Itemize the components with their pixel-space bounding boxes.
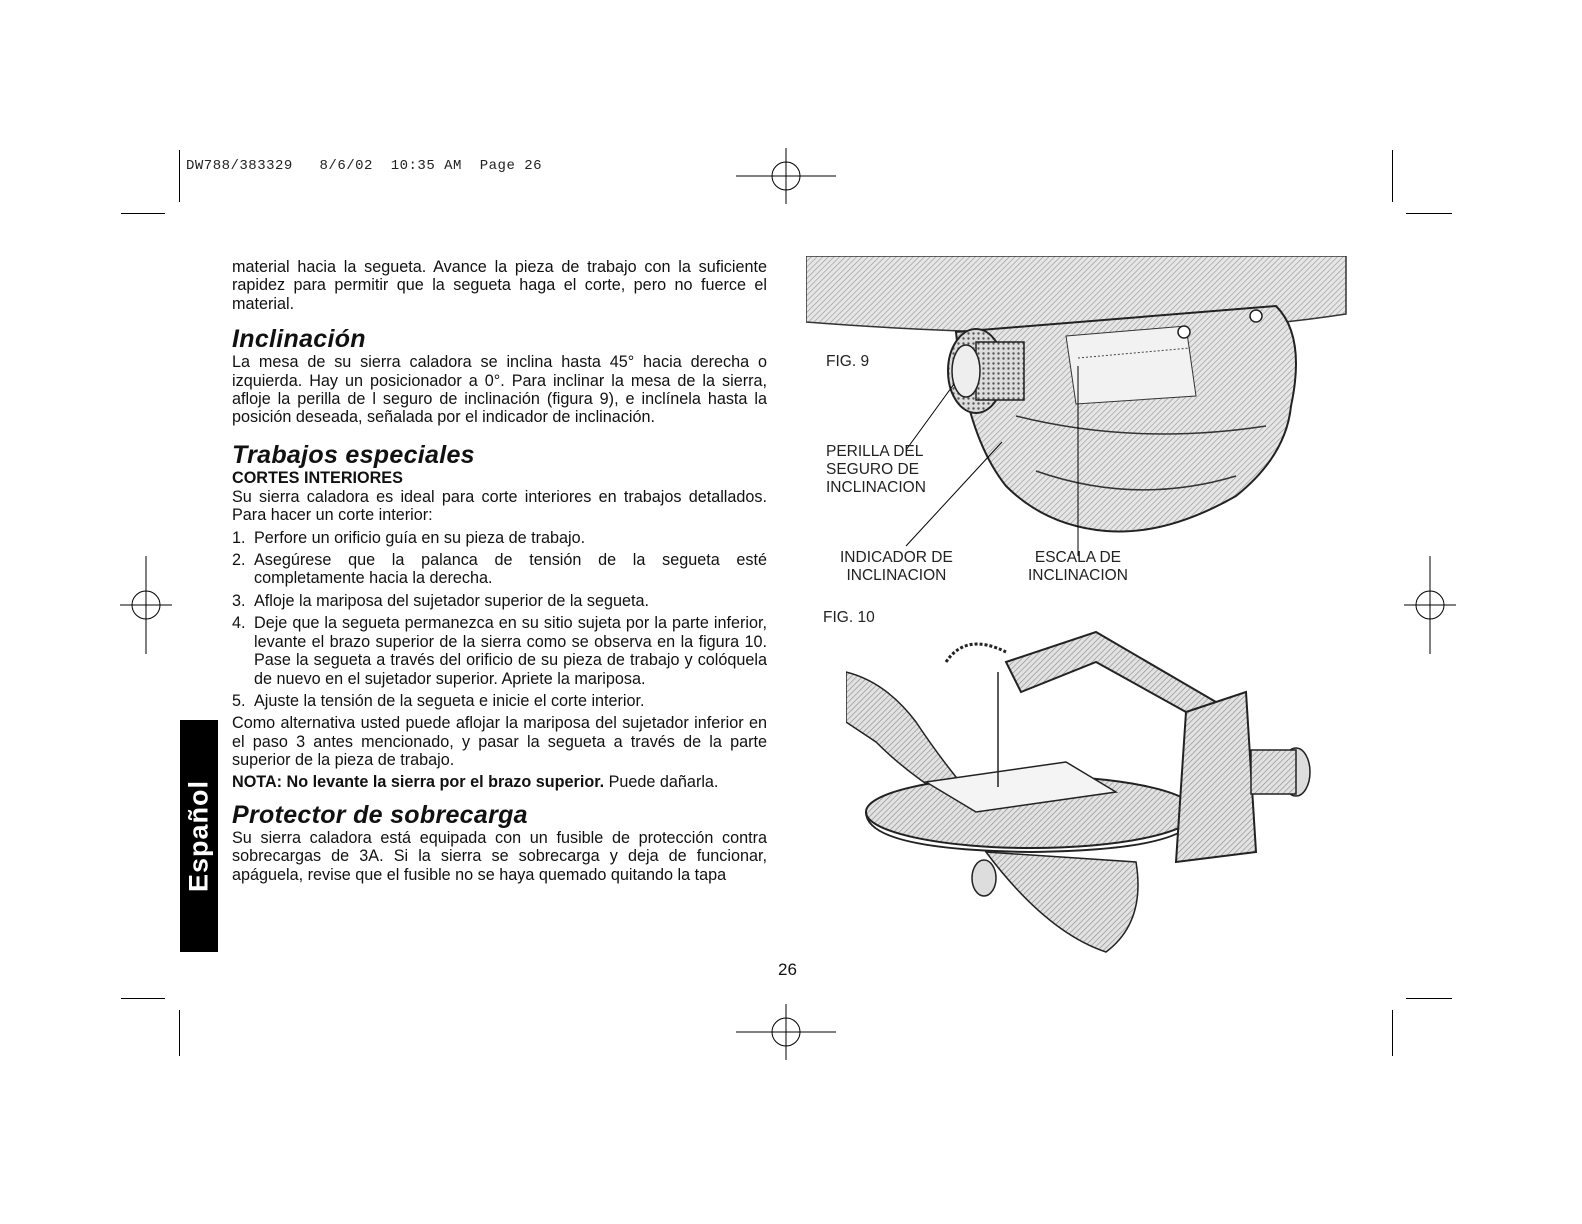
fig10-illustration [846, 602, 1316, 958]
step-number: 3. [232, 591, 246, 610]
step-number: 4. [232, 614, 246, 633]
language-tab-label: Español [183, 779, 214, 893]
crop-mark [179, 150, 180, 202]
crop-mark [179, 1010, 180, 1056]
registration-mark-top [736, 148, 836, 204]
fig10-label: FIG. 10 [823, 609, 875, 626]
step-text: Afloje la mariposa del sujetador superior de la segueta. [254, 591, 650, 610]
step-text: Deje que la segueta permanezca en su sitio sujeta por la parte inferior, levante el brazo superior de la sierra como se observa en la figura 10. Pase la segueta a través del orificio de su pieza de trabajo y colóquela de nuevo en el sujetador superior. Apriete la mariposa. [254, 614, 767, 688]
text-column [232, 258, 767, 884]
callout-line: INCLINACION [826, 479, 926, 496]
trabajos-intro: Su sierra caladora es ideal para corte interiores en trabajos detallados. Para hacer un corte interior: [232, 487, 767, 525]
page-number: 26 [778, 960, 797, 979]
crop-mark [121, 998, 165, 999]
callout-line: INDICADOR DE [840, 549, 953, 566]
step-text: Ajuste la tensión de la segueta e inicie el corte interior. [254, 691, 645, 710]
crop-mark [1392, 1010, 1393, 1056]
step-number: 5. [232, 691, 246, 710]
steps-list [232, 529, 767, 711]
callout-line: ESCALA DE [1034, 549, 1122, 566]
registration-mark-left [120, 556, 172, 654]
crop-mark [121, 213, 165, 214]
registration-mark-right [1404, 556, 1456, 654]
protector-body: Su sierra caladora está equipada con un fusible de protección contra sobrecargas de 3A. Si la sierra se sobrecarga y deja de funcionar, apáguela, revise que el fusible no se haya quemado quitando la tapa [232, 828, 767, 884]
crop-mark [1392, 150, 1393, 202]
callout-line: INCLINACION [846, 567, 947, 584]
intro-paragraph: material hacia la segueta. Avance la pieza de trabajo con la suficiente rapidez para permitir que la segueta haga el corte, pero no fuerce el material. [232, 258, 767, 313]
crop-mark [1406, 213, 1452, 214]
step-text: Asegúrese que la palanca de tensión de la segueta esté completamente hacia la derecha. [254, 551, 767, 588]
registration-mark-bottom [736, 1004, 836, 1060]
callout-line: PERILLA DEL [826, 443, 924, 460]
fig9-illustration [806, 256, 1350, 556]
subsection-title: CORTES INTERIORES [232, 468, 403, 487]
fig9-callout-indicator [840, 549, 953, 585]
step-number: 2. [232, 551, 246, 570]
list-item [232, 529, 767, 547]
callout-line: SEGURO DE [826, 461, 920, 478]
step-text: Perfore un orificio guía en su pieza de trabajo. [254, 528, 586, 547]
note-rest: Puede dañarla. [604, 772, 719, 791]
inclinacion-body: La mesa de su sierra caladora se inclina hasta 45° hacia derecha o izquierda. Hay un posicionador a 0°. Para inclinar la mesa de la sierra, afloje la perilla de l seguro de inclinación (figura 9), e inclínela hasta la posición deseada, señalada por el indicador de inclinación. [232, 353, 767, 427]
fig9-label: FIG. 9 [826, 353, 870, 370]
list-item [232, 614, 767, 688]
list-item [232, 592, 767, 610]
fig9-callout-knob [826, 443, 926, 497]
crop-mark [1406, 998, 1452, 999]
fig9-callout-scale [1028, 549, 1128, 585]
section-title-protector: Protector de sobrecarga [232, 800, 528, 829]
note-paragraph [232, 773, 767, 791]
section-title-inclinacion: Inclinación [232, 325, 366, 354]
alternative-paragraph: Como alternativa usted puede aflojar la mariposa del sujetador inferior en el paso 3 antes mencionado, y pasar la segueta a través de la parte superior de la pieza de trabajo. [232, 714, 767, 770]
list-item [232, 692, 767, 710]
language-tab [180, 720, 218, 952]
callout-line: INCLINACION [1028, 567, 1128, 584]
section-title-trabajos: Trabajos especiales [232, 440, 475, 469]
note-bold: NOTA: No levante la sierra por el brazo superior. [232, 772, 605, 791]
print-slug: DW788/383329 8/6/02 10:35 AM Page 26 [186, 158, 543, 174]
step-number: 1. [232, 528, 246, 547]
list-item [232, 551, 767, 588]
